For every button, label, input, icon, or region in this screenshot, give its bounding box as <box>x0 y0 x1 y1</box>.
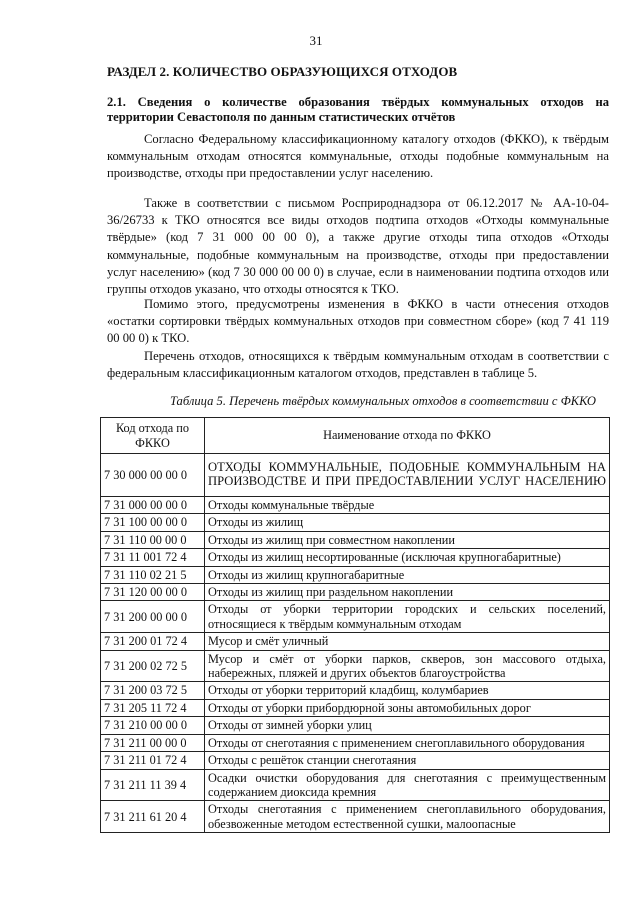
waste-name: Отходы из жилищ несортированные (исключая крупногабаритные) <box>205 549 610 566</box>
waste-name: Отходы от уборки территорий кладбищ, колумбариев <box>205 682 610 699</box>
table-row <box>101 549 610 566</box>
waste-code: 7 31 200 01 72 4 <box>101 633 205 650</box>
waste-code: 7 30 000 00 00 0 <box>101 454 205 497</box>
waste-name: Отходы из жилищ при совместном накоплении <box>205 531 610 548</box>
table-row <box>101 769 610 801</box>
waste-code: 7 31 200 03 72 5 <box>101 682 205 699</box>
waste-name: Мусор и смёт уличный <box>205 633 610 650</box>
waste-code: 7 31 211 11 39 4 <box>101 769 205 801</box>
table-row <box>101 752 610 769</box>
waste-name: Отходы из жилищ при раздельном накоплении <box>205 584 610 601</box>
section-heading: РАЗДЕЛ 2. КОЛИЧЕСТВО ОБРАЗУЮЩИХСЯ ОТХОДОВ <box>107 64 458 79</box>
waste-code: 7 31 000 00 00 0 <box>101 497 205 514</box>
table-row <box>101 682 610 699</box>
paragraph-1: Согласно Федеральному классификационному каталогу отходов (ФККО), к твёрдым коммунальным отходам относятся коммунальные, отходы подобные коммунальным на производстве, отходы при предоставлении услуг населению. <box>107 132 609 181</box>
table-row <box>101 454 610 497</box>
waste-code: 7 31 211 00 00 0 <box>101 734 205 751</box>
waste-name: Отходы от зимней уборки улиц <box>205 717 610 734</box>
paragraph-4: Перечень отходов, относящихся к твёрдым коммунальным отходам в соответствии с федеральным классификационным каталогом отходов, представлен в таблице 5. <box>107 349 609 381</box>
table-row <box>101 531 610 548</box>
column-header-code: Код отхода по ФККО <box>101 418 205 454</box>
waste-name: Отходы снеготаяния с применением снегоплавильного оборудования, обезвоженные методом естественной сушки, малоопасные <box>205 801 610 833</box>
waste-name: ОТХОДЫ КОММУНАЛЬНЫЕ, ПОДОБНЫЕ КОММУНАЛЬНЫМ НА ПРОИЗВОДСТВЕ И ПРИ ПРЕДОСТАВЛЕНИИ УСЛУГ НАСЕЛЕНИЮ <box>205 454 610 497</box>
paragraph-2: Также в соответствии с письмом Росприроднадзора от 06.12.2017 № АА-10-04-36/26733 к ТКО относятся все виды отходов подтипа отходов «Отходы коммунальные твёрдые» (код 7 31 000 00 00 0), а также другие отходы типа отходов «Отходы коммунальные, подобные коммунальным на производстве, отходы при предоставлении услуг населению» (код 7 30 000 00 00 0) в случае, если в наименовании подтипа отходов или группы отходов указано, что отходы относятся к ТКО. <box>107 196 609 297</box>
waste-name: Мусор и смёт от уборки парков, скверов, зон массового отдыха, набережных, пляжей и других объектов благоустройства <box>205 650 610 682</box>
table-row <box>101 497 610 514</box>
waste-name: Отходы от уборки прибордюрной зоны автомобильных дорог <box>205 699 610 716</box>
table-row <box>101 633 610 650</box>
table-caption: Таблица 5. Перечень твёрдых коммунальных отходов в соответствии с ФККО <box>170 394 597 408</box>
waste-code: 7 31 210 00 00 0 <box>101 717 205 734</box>
table-row <box>101 650 610 682</box>
waste-code: 7 31 100 00 00 0 <box>101 514 205 531</box>
table-row <box>101 514 610 531</box>
waste-name: Отходы с решёток станции снеготаяния <box>205 752 610 769</box>
table-row <box>101 734 610 751</box>
table-row <box>101 801 610 833</box>
waste-code: 7 31 11 001 72 4 <box>101 549 205 566</box>
waste-name: Отходы от уборки территории городских и сельских поселений, относящиеся к твёрдым коммунальным отходам <box>205 601 610 633</box>
column-header-name: Наименование отхода по ФККО <box>205 418 610 454</box>
waste-code: 7 31 211 61 20 4 <box>101 801 205 833</box>
paragraph-3: Помимо этого, предусмотрены изменения в ФККО в части отнесения отходов «остатки сортировки твёрдых коммунальных отходов при совместном сборе» (код 7 41 119 00 00 0) к ТКО. <box>107 297 609 346</box>
waste-code: 7 31 211 01 72 4 <box>101 752 205 769</box>
waste-name: Отходы из жилищ <box>205 514 610 531</box>
subsection-heading: 2.1. Сведения о количестве образования твёрдых коммунальных отходов на территории Севастополя по данным статистических отчётов <box>107 95 609 124</box>
waste-code: 7 31 200 00 00 0 <box>101 601 205 633</box>
waste-code: 7 31 120 00 00 0 <box>101 584 205 601</box>
waste-code: 7 31 205 11 72 4 <box>101 699 205 716</box>
waste-code: 7 31 200 02 72 5 <box>101 650 205 682</box>
table-row <box>101 601 610 633</box>
table-row <box>101 584 610 601</box>
waste-name: Отходы от снеготаяния с применением снегоплавильного оборудования <box>205 734 610 751</box>
table-row <box>101 566 610 583</box>
waste-code: 7 31 110 02 21 5 <box>101 566 205 583</box>
table-row <box>101 717 610 734</box>
waste-name: Отходы коммунальные твёрдые <box>205 497 610 514</box>
fkko-table <box>100 417 610 833</box>
table-row <box>101 699 610 716</box>
table-header-row <box>101 418 610 454</box>
waste-name: Осадки очистки оборудования для снеготаяния с преимущественным содержанием диоксида кремния <box>205 769 610 801</box>
page-number: 31 <box>309 33 323 48</box>
waste-name: Отходы из жилищ крупногабаритные <box>205 566 610 583</box>
waste-code: 7 31 110 00 00 0 <box>101 531 205 548</box>
